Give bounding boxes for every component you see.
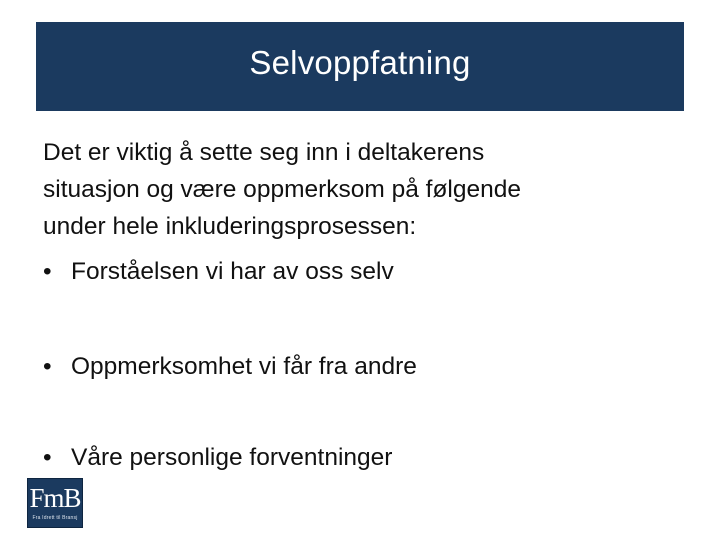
fmb-logo <box>27 478 83 528</box>
bullet-dot: • <box>43 353 52 380</box>
slide-title: Selvoppfatning <box>249 43 471 81</box>
title-banner <box>36 22 684 111</box>
intro-line-1: Det er viktig å sette seg inn i deltakerens <box>43 139 485 166</box>
intro-line-3: under hele inkluderingsprosessen: <box>43 213 417 240</box>
bullet-dot: • <box>43 258 52 285</box>
bullet-item-self-understanding <box>43 253 394 290</box>
bullet-dot: • <box>43 444 52 471</box>
bullet-text: Våre personlige forventninger <box>71 444 393 471</box>
intro-paragraph <box>43 134 683 245</box>
bullet-item-attention-from-others <box>43 348 417 385</box>
bullet-item-personal-expectations <box>43 439 392 476</box>
bullet-text: Oppmerksomhet vi får fra andre <box>71 353 417 380</box>
bullet-text: Forståelsen vi har av oss selv <box>71 258 394 285</box>
logo-mark: FmB <box>29 483 81 513</box>
logo-tagline: Fra Idrett til Bransj <box>32 515 78 521</box>
intro-line-2: situasjon og være oppmerksom på følgende <box>43 176 522 203</box>
